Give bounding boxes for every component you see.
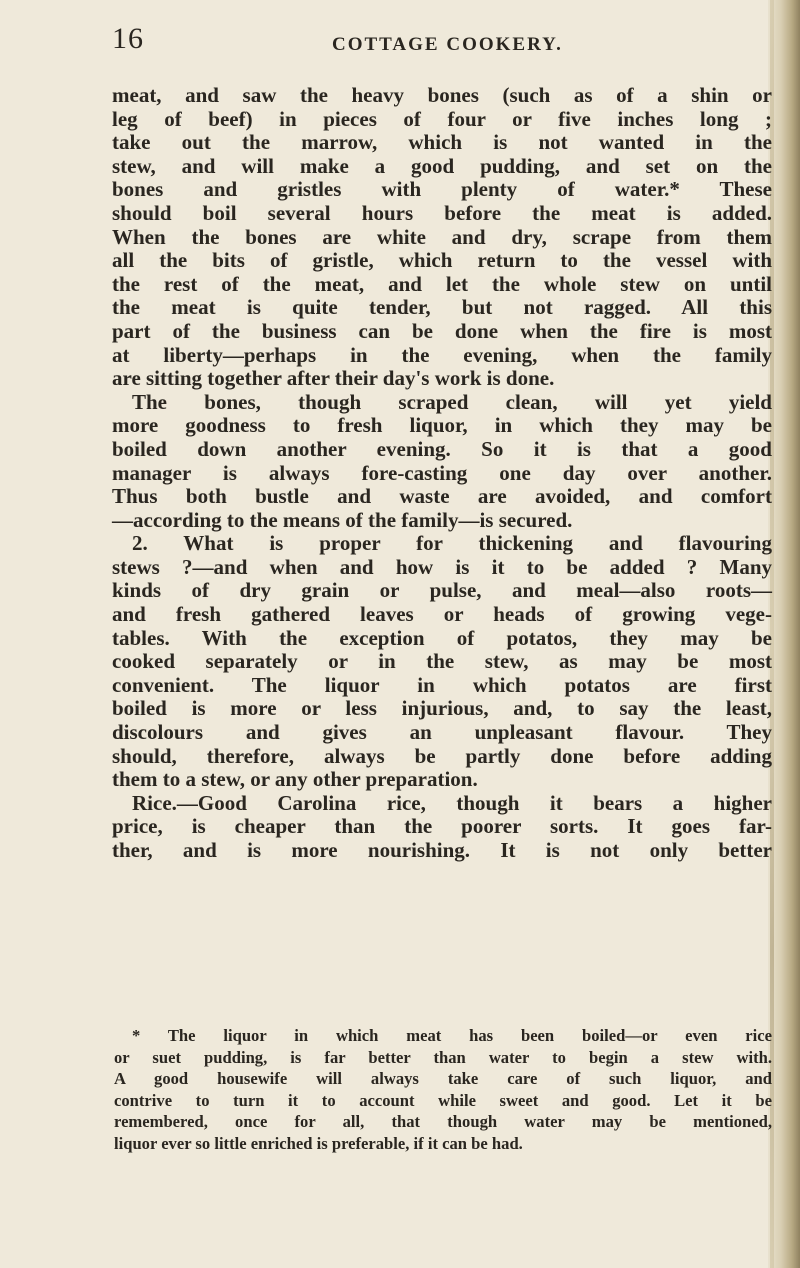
text-line: meat, and saw the heavy bones (such as of a shin or xyxy=(112,83,772,107)
footnote-line: * The liquor in which meat has been boiled—or even rice xyxy=(132,1026,772,1045)
footnote-line: A good housewife will always take care of such liquor, and xyxy=(114,1069,772,1088)
text-line: all the bits of gristle, which return to the vessel with xyxy=(112,248,772,273)
text-line: manager is always fore-casting one day over another. xyxy=(112,460,772,485)
text-line: the meat is quite tender, but not ragged. All this xyxy=(112,295,772,320)
text-line: take out the marrow, which is not wanted in the xyxy=(112,130,772,155)
footnote-line: contrive to turn it to account while sweet and good. Let it be xyxy=(114,1090,772,1110)
page-header xyxy=(112,22,772,62)
footnote-line: liquor ever so little enriched is preferable, if it can be had. xyxy=(114,1133,523,1153)
body-text xyxy=(112,84,772,863)
text-line: at liberty—perhaps in the evening, when the family xyxy=(112,342,772,367)
running-head: COTTAGE COOKERY. xyxy=(332,34,563,55)
text-line: are sitting together after their day's work is done. xyxy=(112,366,555,391)
text-line: and fresh gathered leaves or heads of growing vege- xyxy=(112,602,772,627)
footnote-line: or suet pudding, is far better than water to begin a stew with. xyxy=(114,1047,772,1067)
text-line: should, therefore, always be partly done before adding xyxy=(112,743,772,768)
text-line: price, is cheaper than the poorer sorts. It goes far- xyxy=(112,814,772,839)
text-line: stew, and will make a good pudding, and set on the xyxy=(112,153,772,178)
text-line: part of the business can be done when the fire is most xyxy=(112,318,772,343)
text-line: kinds of dry grain or pulse, and meal—also roots— xyxy=(112,578,772,603)
text-line: tables. With the exception of potatos, they may be xyxy=(112,625,772,650)
text-line: boiled is more or less injurious, and, to say the least, xyxy=(112,696,772,721)
text-line: should boil several hours before the meat is added. xyxy=(112,200,772,225)
text-line: 2. What is proper for thickening and flavouring xyxy=(132,531,772,556)
text-line: boiled down another evening. So it is that a good xyxy=(112,436,772,461)
text-line: leg of beef) in pieces of four or five inches long ; xyxy=(112,106,772,131)
footnote xyxy=(114,1025,772,1154)
text-line: Thus both bustle and waste are avoided, and comfort xyxy=(112,484,772,509)
text-line: Rice.—Good Carolina rice, though it bears a higher xyxy=(132,790,772,815)
text-line: stews ?—and when and how is it to be added ? Many xyxy=(112,554,772,579)
footnote-line: remembered, once for all, that though water may be mentioned, xyxy=(114,1112,772,1131)
text-line: —according to the means of the family—is secured. xyxy=(112,507,573,532)
text-line: cooked separately or in the stew, as may be most xyxy=(112,649,772,674)
text-line: bones and gristles with plenty of water.* These xyxy=(112,177,772,202)
text-line: The bones, though scraped clean, will yet yield xyxy=(132,389,772,414)
page-number: 16 xyxy=(112,22,144,55)
text-line: the rest of the meat, and let the whole stew on until xyxy=(112,271,772,296)
text-line: them to a stew, or any other preparation. xyxy=(112,767,478,792)
text-line: convenient. The liquor in which potatos are first xyxy=(112,672,772,697)
text-line: ther, and is more nourishing. It is not only better xyxy=(112,838,772,862)
text-line: more goodness to fresh liquor, in which they may be xyxy=(112,413,772,438)
text-line: When the bones are white and dry, scrape from them xyxy=(112,224,772,249)
text-line: discolours and gives an unpleasant flavour. They xyxy=(112,720,772,745)
